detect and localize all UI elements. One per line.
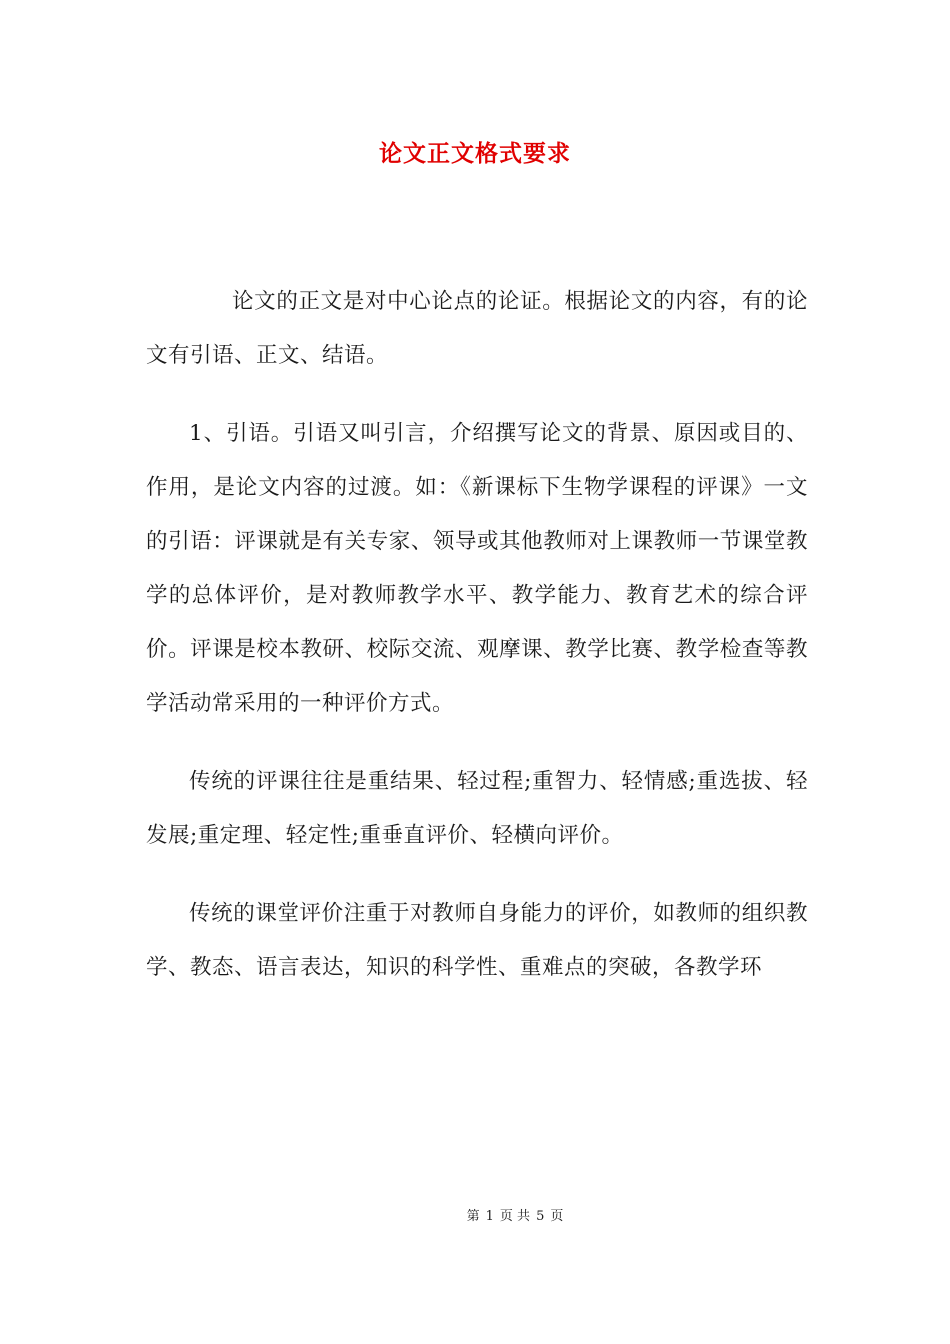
paragraph-preface: 1、引语。引语又叫引言，介绍撰写论文的背景、原因或目的、作用，是论文内容的过渡。如：《新课标下生物学课程的评课》一文的引语：评课就是有关专家、领导或其他教师对上课教师一节课堂教学的总体评价，是对教师教学水平、教学能力、教育艺术的综合评价。评课是校本教研、校际交流、观摩课、教学比赛、教学检查等教学活动常采用的一种评价方式。 <box>146 421 808 716</box>
document-body <box>146 275 808 995</box>
footer-mid: 页 共 <box>499 1209 531 1224</box>
paragraph-classroom-evaluation: 传统的课堂评价注重于对教师自身能力的评价，如教师的组织教学、教态、语言表达，知识的科学性、重难点的突破，各教学环 <box>146 901 808 980</box>
paragraph-traditional-evaluation: 传统的评课往往是重结果、轻过程;重智力、轻情感;重选拔、轻发展;重定理、轻定性;重垂直评价、轻横向评价。 <box>146 769 808 848</box>
paragraph-intro: 论文的正文是对中心论点的论证。根据论文的内容，有的论文有引语、正文、结语。 <box>146 289 808 368</box>
footer-total-pages: 5 <box>536 1209 545 1224</box>
footer-prefix: 第 <box>466 1209 480 1224</box>
footer-current-page: 1 <box>485 1209 494 1224</box>
footer-suffix: 页 <box>550 1209 564 1224</box>
page-footer <box>0 1208 950 1226</box>
document-title: 论文正文格式要求 <box>379 140 571 167</box>
